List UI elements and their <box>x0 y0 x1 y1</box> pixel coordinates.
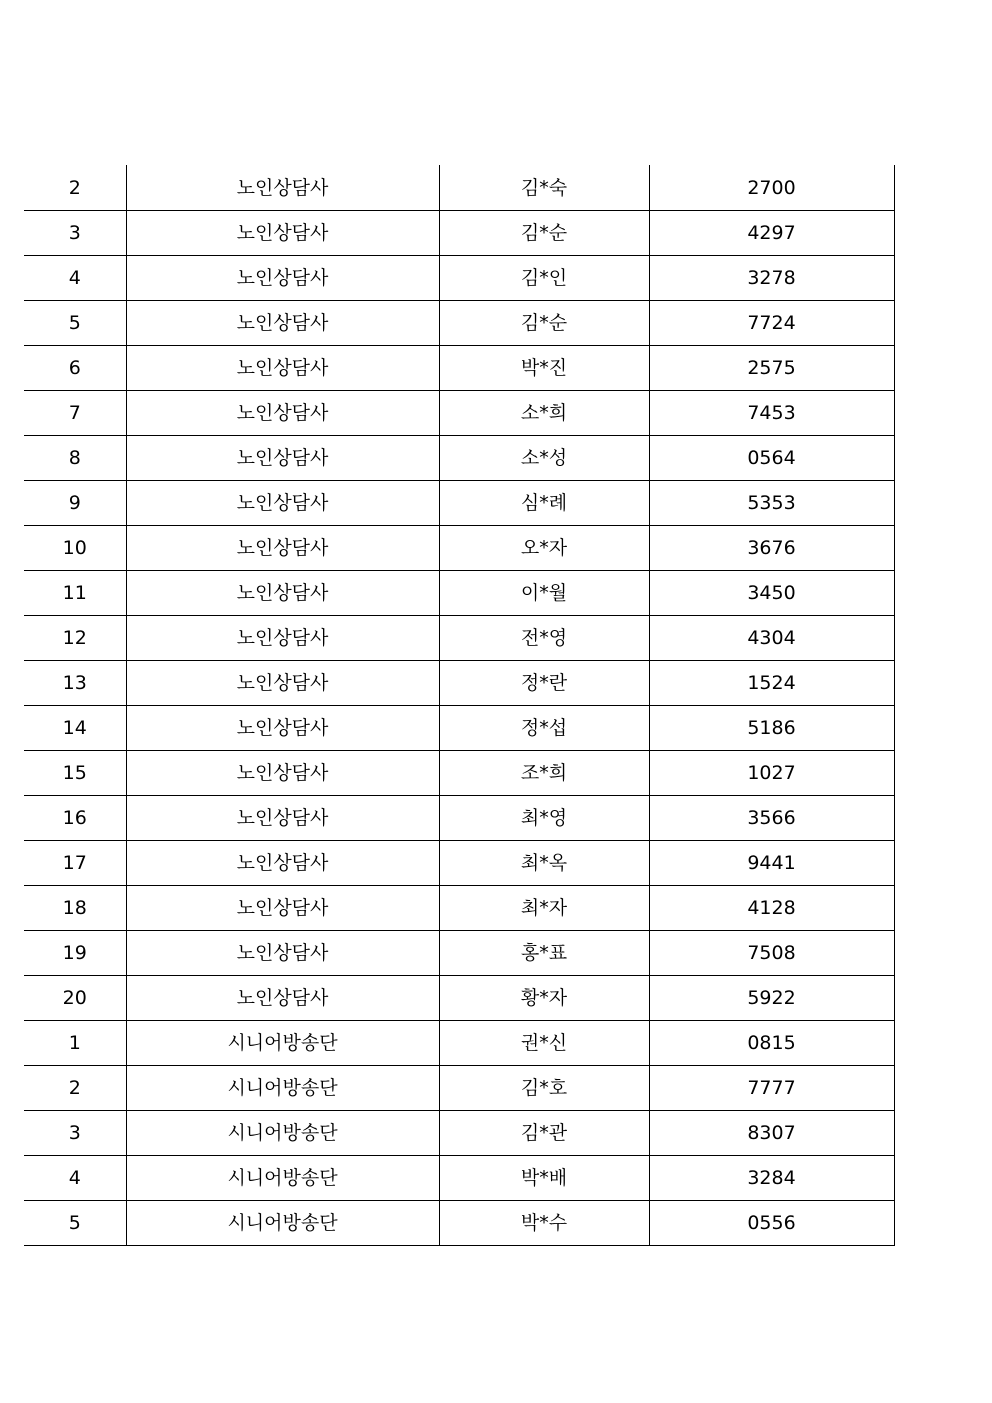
table-row <box>24 1156 894 1201</box>
role-cell: 노인상담사 <box>126 661 439 706</box>
row-number-cell: 15 <box>24 751 126 796</box>
name-cell: 홍*표 <box>439 931 649 976</box>
table-row <box>24 1201 894 1246</box>
name-cell: 박*배 <box>439 1156 649 1201</box>
role-cell: 시니어방송단 <box>126 1201 439 1246</box>
role-cell: 노인상담사 <box>126 346 439 391</box>
name-cell: 박*수 <box>439 1201 649 1246</box>
row-number-cell: 4 <box>24 1156 126 1201</box>
row-number-cell: 19 <box>24 931 126 976</box>
row-number-cell: 2 <box>24 165 126 211</box>
name-cell: 김*순 <box>439 301 649 346</box>
row-number-cell: 14 <box>24 706 126 751</box>
roster-table-body <box>24 165 894 1246</box>
table-row <box>24 931 894 976</box>
name-cell: 심*례 <box>439 481 649 526</box>
table-row <box>24 616 894 661</box>
role-cell: 노인상담사 <box>126 706 439 751</box>
role-cell: 노인상담사 <box>126 301 439 346</box>
role-cell: 노인상담사 <box>126 886 439 931</box>
name-cell: 정*란 <box>439 661 649 706</box>
row-number-cell: 4 <box>24 256 126 301</box>
role-cell: 노인상담사 <box>126 391 439 436</box>
name-cell: 김*순 <box>439 211 649 256</box>
code-cell: 7453 <box>649 391 894 436</box>
role-cell: 노인상담사 <box>126 256 439 301</box>
table-row <box>24 751 894 796</box>
name-cell: 김*관 <box>439 1111 649 1156</box>
row-number-cell: 12 <box>24 616 126 661</box>
code-cell: 7724 <box>649 301 894 346</box>
code-cell: 0564 <box>649 436 894 481</box>
role-cell: 노인상담사 <box>126 571 439 616</box>
code-cell: 1027 <box>649 751 894 796</box>
table-row <box>24 796 894 841</box>
name-cell: 황*자 <box>439 976 649 1021</box>
code-cell: 2700 <box>649 165 894 211</box>
name-cell: 오*자 <box>439 526 649 571</box>
role-cell: 노인상담사 <box>126 976 439 1021</box>
row-number-cell: 16 <box>24 796 126 841</box>
name-cell: 권*신 <box>439 1021 649 1066</box>
table-row <box>24 256 894 301</box>
code-cell: 7508 <box>649 931 894 976</box>
name-cell: 소*희 <box>439 391 649 436</box>
row-number-cell: 5 <box>24 1201 126 1246</box>
code-cell: 0556 <box>649 1201 894 1246</box>
row-number-cell: 20 <box>24 976 126 1021</box>
role-cell: 노인상담사 <box>126 841 439 886</box>
name-cell: 최*자 <box>439 886 649 931</box>
name-cell: 최*옥 <box>439 841 649 886</box>
code-cell: 4297 <box>649 211 894 256</box>
role-cell: 노인상담사 <box>126 436 439 481</box>
table-row <box>24 301 894 346</box>
code-cell: 5186 <box>649 706 894 751</box>
row-number-cell: 1 <box>24 1021 126 1066</box>
table-row <box>24 346 894 391</box>
row-number-cell: 8 <box>24 436 126 481</box>
row-number-cell: 6 <box>24 346 126 391</box>
code-cell: 3278 <box>649 256 894 301</box>
name-cell: 이*월 <box>439 571 649 616</box>
table-row <box>24 211 894 256</box>
row-number-cell: 3 <box>24 211 126 256</box>
name-cell: 소*성 <box>439 436 649 481</box>
code-cell: 0815 <box>649 1021 894 1066</box>
name-cell: 최*영 <box>439 796 649 841</box>
name-cell: 전*영 <box>439 616 649 661</box>
table-row <box>24 841 894 886</box>
row-number-cell: 18 <box>24 886 126 931</box>
code-cell: 5353 <box>649 481 894 526</box>
role-cell: 시니어방송단 <box>126 1066 439 1111</box>
row-number-cell: 7 <box>24 391 126 436</box>
role-cell: 노인상담사 <box>126 931 439 976</box>
name-cell: 김*숙 <box>439 165 649 211</box>
code-cell: 7777 <box>649 1066 894 1111</box>
role-cell: 노인상담사 <box>126 751 439 796</box>
role-cell: 노인상담사 <box>126 616 439 661</box>
code-cell: 3284 <box>649 1156 894 1201</box>
table-row <box>24 1066 894 1111</box>
table-row <box>24 661 894 706</box>
role-cell: 노인상담사 <box>126 481 439 526</box>
table-row <box>24 526 894 571</box>
row-number-cell: 17 <box>24 841 126 886</box>
role-cell: 시니어방송단 <box>126 1111 439 1156</box>
row-number-cell: 10 <box>24 526 126 571</box>
name-cell: 조*희 <box>439 751 649 796</box>
table-row <box>24 165 894 211</box>
document-page <box>24 165 894 1246</box>
row-number-cell: 3 <box>24 1111 126 1156</box>
role-cell: 노인상담사 <box>126 211 439 256</box>
code-cell: 3676 <box>649 526 894 571</box>
table-row <box>24 481 894 526</box>
table-row <box>24 886 894 931</box>
row-number-cell: 11 <box>24 571 126 616</box>
table-row <box>24 706 894 751</box>
code-cell: 5922 <box>649 976 894 1021</box>
name-cell: 박*진 <box>439 346 649 391</box>
name-cell: 김*호 <box>439 1066 649 1111</box>
role-cell: 노인상담사 <box>126 165 439 211</box>
code-cell: 4128 <box>649 886 894 931</box>
code-cell: 8307 <box>649 1111 894 1156</box>
code-cell: 9441 <box>649 841 894 886</box>
code-cell: 3450 <box>649 571 894 616</box>
code-cell: 2575 <box>649 346 894 391</box>
row-number-cell: 5 <box>24 301 126 346</box>
code-cell: 1524 <box>649 661 894 706</box>
code-cell: 4304 <box>649 616 894 661</box>
table-row <box>24 436 894 481</box>
role-cell: 노인상담사 <box>126 526 439 571</box>
table-row <box>24 391 894 436</box>
roster-table <box>24 165 895 1246</box>
table-row <box>24 976 894 1021</box>
row-number-cell: 2 <box>24 1066 126 1111</box>
table-row <box>24 571 894 616</box>
code-cell: 3566 <box>649 796 894 841</box>
row-number-cell: 9 <box>24 481 126 526</box>
table-row <box>24 1021 894 1066</box>
role-cell: 시니어방송단 <box>126 1156 439 1201</box>
name-cell: 김*인 <box>439 256 649 301</box>
name-cell: 정*섭 <box>439 706 649 751</box>
role-cell: 시니어방송단 <box>126 1021 439 1066</box>
table-row <box>24 1111 894 1156</box>
role-cell: 노인상담사 <box>126 796 439 841</box>
row-number-cell: 13 <box>24 661 126 706</box>
